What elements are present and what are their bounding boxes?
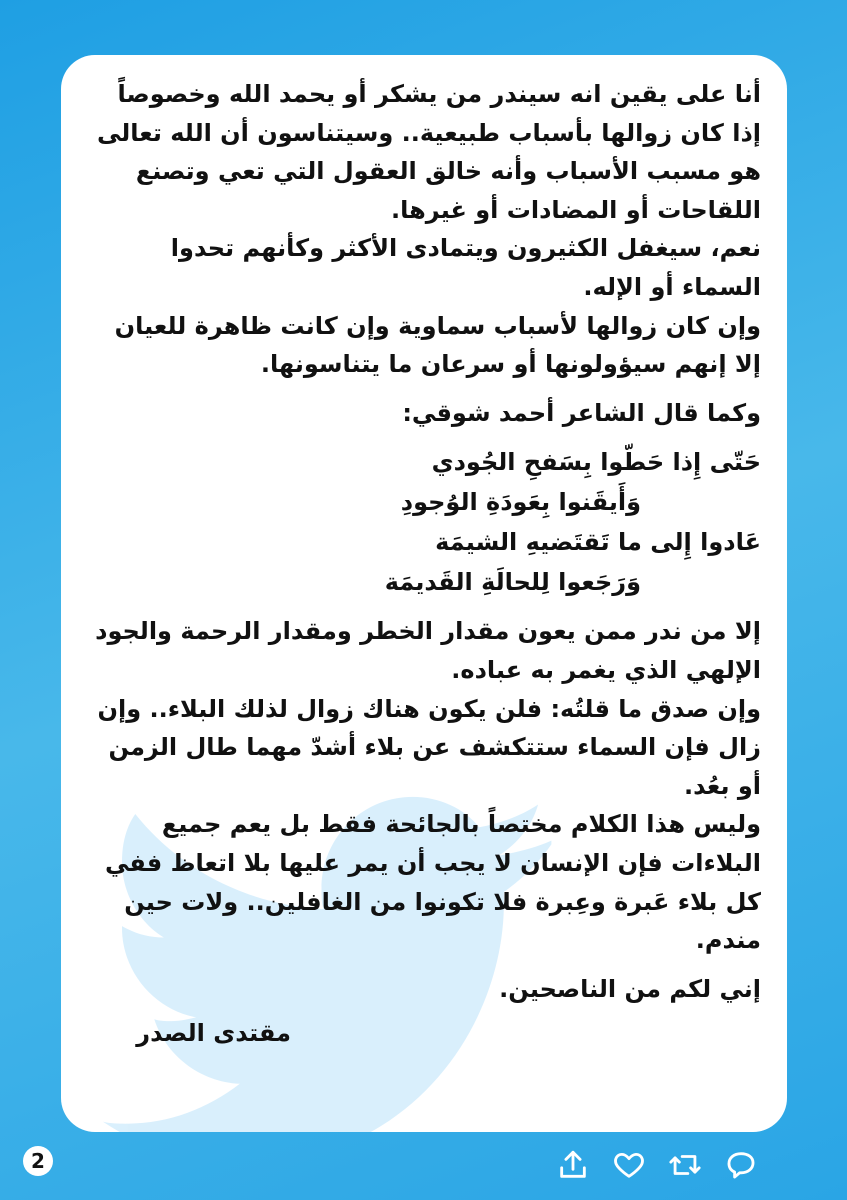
letter-text (87, 75, 761, 1053)
poem-intro: وكما قال الشاعر أحمد شوقي: (402, 398, 761, 427)
share-icon[interactable] (555, 1148, 591, 1182)
paragraph: وإن صدق ما قلتُه: فلن يكون هناك زوال لذلك البلاء.. وإن زال فإن السماء ستتكشف عن بلاء أشدّ مهما طال الزمن أو بعُد. (97, 694, 761, 800)
retweet-icon[interactable] (667, 1148, 703, 1182)
poem-verse: وَرَجَعوا لِلحالَةِ القَديمَة (384, 568, 641, 597)
paragraph: أنا على يقين انه سيندر من يشكر أو يحمد الله وخصوصاً إذا كان زوالها بأسباب طبيعية.. وسيتناسون أن الله تعالى هو مسبب الأسباب وأنه خالق العقول التي تعي وتصنع اللقاحات أو المضادات أو غيرها. (97, 80, 761, 224)
poem-verse: وَأَيقَنوا بِعَودَةِ الوُجودِ (400, 488, 641, 517)
tweet-image-card (61, 55, 787, 1132)
paragraph: وليس هذا الكلام مختصاً بالجائحة فقط بل يعم جميع البلاءات فإن الإنسان لا يجب أن يمر عليها بلا اتعاظ ففي كل بلاء عَبرة وعِبرة فلا تكونوا من الغافلين.. ولات حين مندم. (104, 810, 761, 955)
signature: مقتدى الصدر (136, 1019, 291, 1048)
heart-icon[interactable] (611, 1148, 647, 1182)
reply-icon[interactable] (723, 1148, 759, 1182)
paragraph: إلا من ندر ممن يعون مقدار الخطر ومقدار الرحمة والجود الإلهي الذي يغمر به عباده. (95, 617, 761, 684)
page-number: 2 (23, 1146, 53, 1176)
paragraph: وإن كان زوالها لأسباب سماوية وإن كانت ظاهرة للعيان إلا إنهم سيؤولونها أو سرعان ما يتناسونها. (114, 311, 761, 379)
poem-verse: عَادوا إِلى ما تَقتَضيهِ الشيمَة (435, 528, 761, 557)
closing-line: إني لكم من الناصحين. (499, 974, 761, 1003)
paragraph: نعم، سيغفل الكثيرون ويتمادى الأكثر وكأنهم تحدوا السماء أو الإله. (170, 234, 761, 301)
tweet-actions (555, 1148, 759, 1182)
poem-verse: حَتّى إِذا حَطّوا بِسَفحِ الجُودي (431, 448, 761, 477)
